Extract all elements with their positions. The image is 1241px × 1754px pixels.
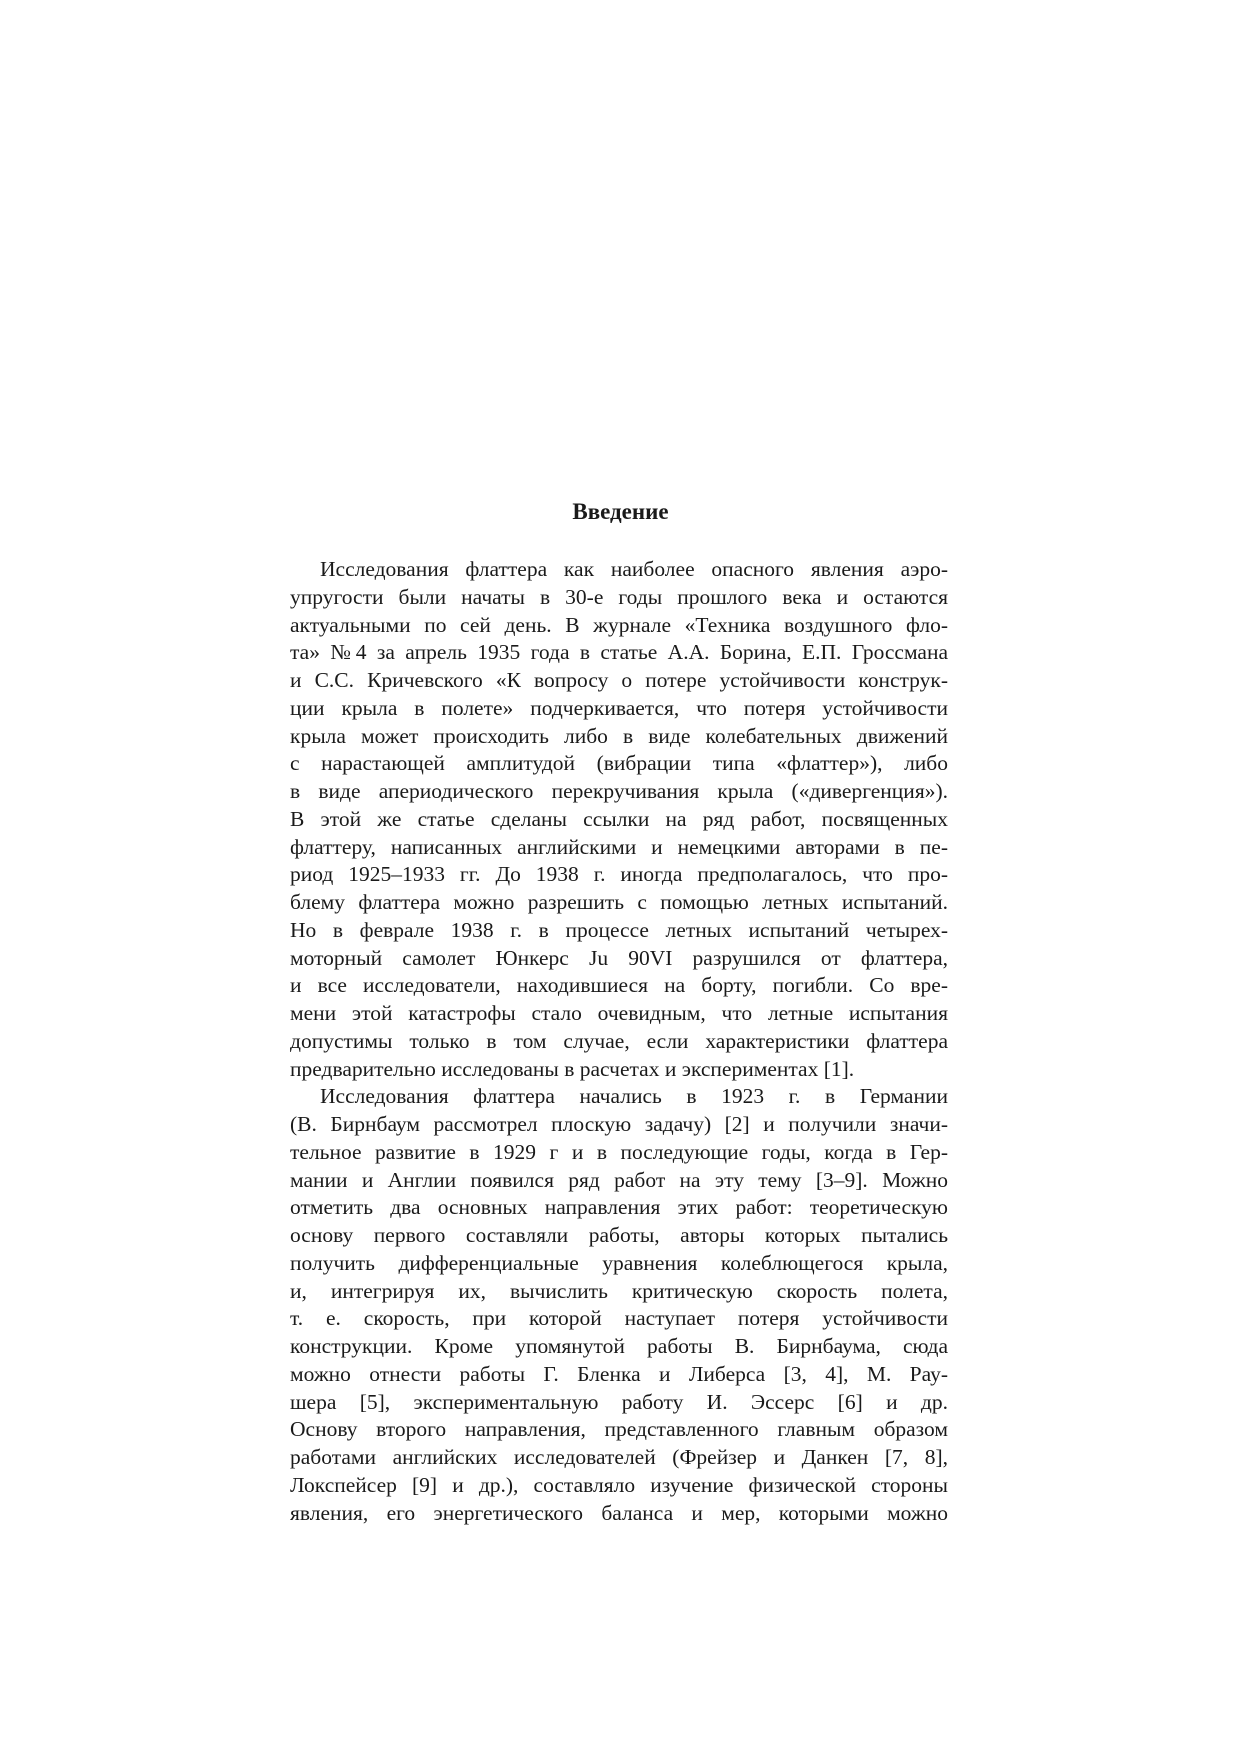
text-line: и все исследователи, находившиеся на борту, погибли. Со вре- — [290, 973, 948, 998]
text-line: блему флаттера можно разрешить с помощью летных испытаний. — [290, 890, 948, 914]
text-line: актуальными по сей день. В журнале «Техника воздушного фло- — [290, 612, 948, 637]
text-line: В этой же статье сделаны ссылки на ряд работ, посвященных — [290, 806, 948, 831]
text-line: тельное развитие в 1929 г и в последующие годы, когда в Гер- — [290, 1139, 948, 1164]
text-line: можно отнести работы Г. Бленка и Либерса [3, 4], М. Рау- — [290, 1361, 948, 1386]
text-line: мени этой катастрофы стало очевидным, что летные испытания — [290, 1001, 948, 1025]
text-line: в виде апериодического перекручивания крыла («дивергенция»). — [290, 779, 948, 803]
text-line: моторный самолет Юнкерс Ju 90VI разрушился от флаттера, — [290, 945, 948, 970]
text-line: та» №4 за апрель 1935 года в статье А.А. Борина, Е.П. Гроссмана — [290, 640, 948, 665]
text-line: Основу второго направления, представленного главным образом — [290, 1417, 948, 1442]
paragraph — [290, 1083, 948, 1527]
text-line: упругости были начаты в 30-е годы прошлого века и остаются — [290, 584, 948, 609]
text-line: шера [5], экспериментальную работу И. Эссерс [6] и др. — [290, 1389, 948, 1414]
text-line: (В. Бирнбаум рассмотрел плоскую задачу) [2] и получили значи- — [290, 1112, 948, 1136]
text-line: явления, его энергетического баланса и мер, которыми можно — [290, 1500, 948, 1525]
text-line: основу первого составляли работы, авторы которых пытались — [290, 1223, 948, 1247]
text-line: предварительно исследованы в расчетах и экспериментах [1]. — [290, 1056, 855, 1081]
text-line: флаттеру, написанных английскими и немецкими авторами в пе- — [290, 834, 948, 859]
text-line: получить дифференциальные уравнения колеблющегося крыла, — [290, 1250, 948, 1275]
text-line: крыла может происходить либо в виде колебательных движений — [290, 723, 948, 748]
text-line: Локспейсер [9] и др.), составляло изучение физической стороны — [290, 1472, 948, 1497]
text-line: Но в феврале 1938 г. в процессе летных испытаний четырех- — [290, 917, 948, 942]
text-line: допустимы только в том случае, если характеристики флаттера — [290, 1028, 948, 1053]
text-line: с нарастающей амплитудой (вибрации типа «флаттер»), либо — [290, 751, 948, 776]
text-line: мании и Англии появился ряд работ на эту тему [3–9]. Можно — [290, 1167, 948, 1192]
text-line: работами английских исследователей (Фрейзер и Данкен [7, 8], — [290, 1445, 948, 1469]
body-text — [290, 556, 948, 1527]
text-line: ции крыла в полете» подчеркивается, что потеря устойчивости — [290, 695, 948, 720]
paragraph — [290, 556, 948, 1083]
text-line: риод 1925–1933 гг. До 1938 г. иногда предполагалось, что про- — [290, 862, 948, 887]
text-line: и, интегрируя их, вычислить критическую скорость полета, — [290, 1278, 948, 1303]
text-line: Исследования флаттера как наиболее опасного явления аэро- — [320, 557, 948, 581]
text-line: отметить два основных направления этих работ: теоретическую — [290, 1195, 948, 1220]
text-line: и С.С. Кричевского «К вопросу о потере устойчивости конструк- — [290, 668, 948, 692]
text-line: Исследования флаттера начались в 1923 г. в Германии — [320, 1084, 948, 1109]
section-title: Введение — [572, 499, 669, 524]
text-line: конструкции. Кроме упомянутой работы В. Бирнбаума, сюда — [290, 1334, 948, 1358]
text-line: т. е. скорость, при которой наступает потеря устойчивости — [290, 1306, 948, 1331]
